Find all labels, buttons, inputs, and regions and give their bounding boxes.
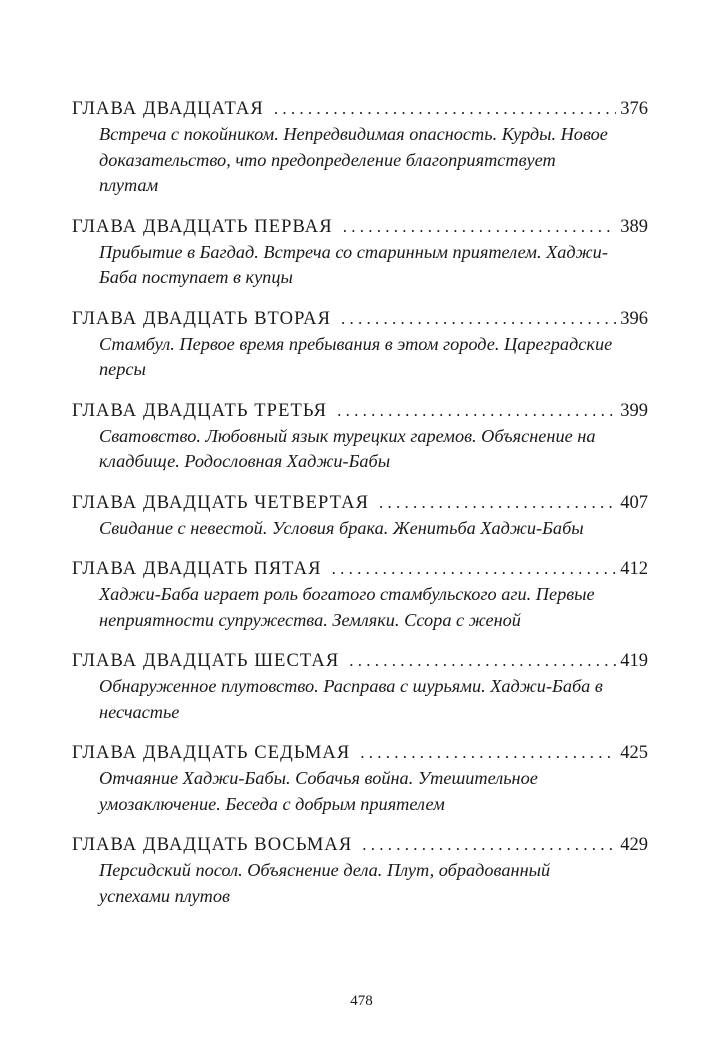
chapter-summary: Стамбул. Первое время пребывания в этом городе. Цареградские персы [99,333,613,379]
toc-entry [72,96,648,199]
chapter-title: ГЛАВА ДВАДЦАТЬ ПЯТАЯ [72,559,322,579]
page-number: 376 [620,99,648,119]
chapter-title: ГЛАВА ДВАДЦАТЬ ЧЕТВЕРТАЯ [72,492,370,513]
chapter-title: ГЛАВА ДВАДЦАТЬ ШЕСТАЯ [72,651,340,671]
dot-leader [332,556,617,582]
toc-entry [72,648,648,725]
chapter-summary: Хаджи-Баба играет роль богатого стамбульского аги. Первые неприятности супружества. Земляки. Ссора с женой [99,584,595,630]
toc-entry [72,740,648,817]
page-number: 396 [620,308,648,329]
toc-entry [72,490,648,542]
page-number: 389 [620,216,648,237]
toc-entry-heading [72,556,648,582]
page-number: 399 [620,400,648,421]
chapter-summary: Встреча с покойником. Непредвидимая опасность. Курды. Новое доказательство, что предопределение благоприятствует плутам [99,124,608,195]
toc-entry [72,556,648,633]
dot-leader [341,306,616,332]
chapter-title: ГЛАВА ДВАДЦАТЬ ВОСЬМАЯ [72,835,353,855]
dot-leader [343,214,617,240]
toc-entry-heading [72,740,648,766]
toc-entry-heading [72,832,648,858]
toc-entry-heading [72,214,648,240]
table-of-contents [72,96,648,924]
toc-entry-heading [72,306,648,332]
toc-entry [72,832,648,909]
toc-entry-heading [72,648,648,674]
toc-entry-heading [72,96,648,122]
page-number: 429 [620,835,648,855]
toc-entry-heading [72,490,648,516]
dot-leader [360,740,616,766]
dot-leader [274,96,616,122]
chapter-summary: Прибытие в Багдад. Встреча со старинным приятелем. Хаджи-Баба поступает в купцы [99,241,608,287]
toc-entry [72,214,648,291]
chapter-title: ГЛАВА ДВАДЦАТЬ СЕДЬМАЯ [72,743,351,763]
page-number: 407 [620,492,648,513]
chapter-summary: Персидский посол. Объяснение дела. Плут, обрадованный успехами плутов [99,860,551,906]
chapter-title: ГЛАВА ДВАДЦАТАЯ [72,99,264,119]
page-number: 419 [620,651,648,671]
chapter-summary: Обнаруженное плутовство. Расправа с шурьями. Хаджи-Баба в несчастье [99,676,603,722]
chapter-summary: Свидание с невестой. Условия брака. Женитьба Хаджи-Бабы [99,517,584,538]
dot-leader [379,490,616,516]
dot-leader [337,398,616,424]
page-number: 425 [620,743,648,763]
chapter-title: ГЛАВА ДВАДЦАТЬ ТРЕТЬЯ [72,400,328,421]
toc-entry [72,398,648,475]
toc-entry [72,306,648,383]
toc-entry-heading [72,398,648,424]
page-number: 412 [620,559,648,579]
chapter-title: ГЛАВА ДВАДЦАТЬ ВТОРАЯ [72,308,332,329]
chapter-summary: Отчаяние Хаджи-Бабы. Собачья война. Утешительное умозаключение. Беседа с добрым приятелем [99,768,538,814]
chapter-summary: Сватовство. Любовный язык турецких гаремов. Объяснение на кладбище. Родословная Хаджи-Бабы [99,425,596,471]
chapter-title: ГЛАВА ДВАДЦАТЬ ПЕРВАЯ [72,216,333,237]
dot-leader [362,832,616,858]
dot-leader [349,648,616,674]
folio-page-number: 478 [350,993,373,1009]
